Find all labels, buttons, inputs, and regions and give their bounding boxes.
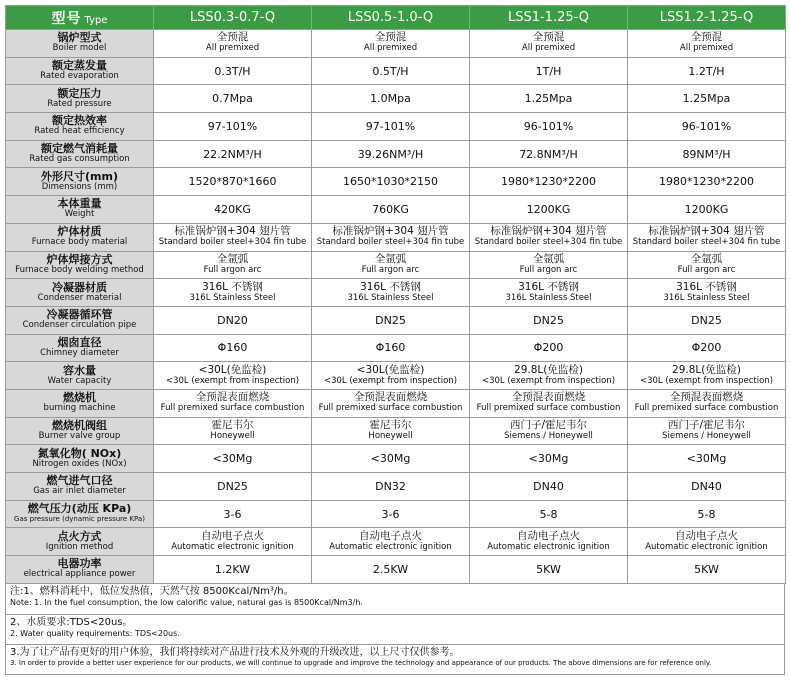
value-cell: [470, 223, 628, 251]
row-label-zh: 冷凝器循环管: [46, 308, 113, 322]
value-primary: 3-6: [381, 507, 400, 521]
spec-row: [6, 30, 786, 58]
value-primary: 5-8: [697, 507, 716, 521]
row-label-en: Rated pressure: [47, 98, 112, 109]
value-secondary: Full argon arc: [361, 264, 420, 275]
row-label-cell: [6, 306, 154, 334]
value-cell: [312, 389, 470, 417]
row-label-cell: [6, 417, 154, 445]
value-primary: 1.2T/H: [688, 64, 725, 78]
value-cell: [628, 57, 786, 85]
value-primary: 全氩弧: [374, 252, 407, 265]
value-primary: 316L 不锈钢: [360, 280, 421, 293]
value-primary: 5-8: [539, 507, 558, 521]
note-1: [6, 584, 784, 614]
row-label-en: Furnace body material: [31, 237, 128, 248]
value-primary: Φ200: [691, 341, 722, 355]
value-cell: [154, 279, 312, 307]
spec-row: [6, 445, 786, 473]
value-cell: [470, 417, 628, 445]
value-primary: 全预混: [690, 31, 723, 44]
row-label-zh: 锅炉型式: [57, 31, 102, 45]
value-cell: [312, 30, 470, 58]
value-cell: [470, 113, 628, 141]
value-cell: [470, 334, 628, 362]
value-secondary: Siemens / Honeywell: [662, 430, 751, 441]
row-label-en: Weight: [64, 209, 95, 220]
value-cell: [312, 223, 470, 251]
row-label-cell: [6, 334, 154, 362]
value-primary: <30L(免监检): [198, 363, 267, 376]
spec-row: [6, 334, 786, 362]
row-label-zh: 炉体焊接方式: [46, 252, 113, 266]
value-primary: 96-101%: [523, 119, 574, 133]
value-cell: [312, 196, 470, 224]
value-primary: 标准锅炉钢+304 翅片管: [648, 225, 765, 238]
value-primary: 316L 不锈钢: [676, 280, 737, 293]
type-header-cell: [6, 6, 154, 30]
value-secondary: Full argon arc: [519, 264, 578, 275]
value-secondary: Honeywell: [368, 430, 413, 441]
spec-row: [6, 223, 786, 251]
row-label-cell: [6, 168, 154, 196]
value-primary: 霍尼韦尔: [369, 418, 412, 431]
value-primary: 自动电子点火: [359, 529, 422, 542]
row-label-en: Burner valve group: [38, 430, 121, 441]
value-primary: 全预混: [374, 31, 407, 44]
value-cell: [312, 362, 470, 390]
value-secondary: <30L (exempt from inspection): [165, 375, 300, 386]
value-cell: [470, 168, 628, 196]
value-primary: 全氩弧: [690, 252, 723, 265]
value-secondary: 316L Stainless Steel: [189, 292, 276, 303]
model-header: LSS1.2-1.25-Q: [628, 6, 786, 30]
row-label-cell: [6, 30, 154, 58]
note-2: [6, 614, 784, 644]
value-secondary: Automatic electronic ignition: [645, 541, 768, 552]
spec-row: [6, 85, 786, 113]
value-cell: [154, 306, 312, 334]
value-cell: [628, 445, 786, 473]
value-cell: [154, 389, 312, 417]
row-label-cell: [6, 389, 154, 417]
value-secondary: Standard boiler steel+304 fin tube: [158, 237, 307, 248]
value-cell: [628, 556, 786, 584]
value-primary: DN32: [375, 479, 406, 493]
value-primary: 1980*1230*2200: [659, 175, 754, 189]
value-primary: 全预混表面燃烧: [669, 391, 744, 404]
row-label-en: Chimney diameter: [40, 347, 119, 358]
row-label-zh: 燃气进气口径: [46, 474, 113, 488]
value-cell: [154, 556, 312, 584]
note-zh: 注:1、燃料消耗中，低位发热值，天然气按 8500Kcal/Nm³/h。: [10, 585, 294, 597]
value-primary: 1200KG: [526, 202, 571, 216]
value-cell: [154, 223, 312, 251]
value-primary: 29.8L(免监检): [672, 363, 741, 376]
value-cell: [154, 168, 312, 196]
spec-row: [6, 306, 786, 334]
value-primary: 5KW: [694, 562, 719, 576]
value-cell: [154, 85, 312, 113]
spec-row: [6, 113, 786, 141]
value-primary: 1.25Mpa: [524, 92, 573, 106]
value-secondary: <30L (exempt from inspection): [323, 375, 458, 386]
value-primary: 5KW: [536, 562, 561, 576]
value-cell: [470, 473, 628, 501]
value-cell: [312, 113, 470, 141]
value-primary: DN20: [217, 313, 248, 327]
value-secondary: <30L (exempt from inspection): [639, 375, 774, 386]
value-cell: [312, 445, 470, 473]
value-primary: DN25: [533, 313, 564, 327]
value-primary: 96-101%: [681, 119, 732, 133]
value-secondary: Honeywell: [210, 430, 255, 441]
value-cell: [470, 528, 628, 556]
value-cell: [470, 279, 628, 307]
value-cell: [154, 500, 312, 528]
value-cell: [628, 389, 786, 417]
value-cell: [312, 251, 470, 279]
value-primary: 316L 不锈钢: [518, 280, 579, 293]
spec-body: [6, 30, 786, 584]
value-primary: 全预混: [216, 31, 249, 44]
value-primary: 1.2KW: [214, 562, 251, 576]
value-cell: [628, 362, 786, 390]
spec-row: [6, 500, 786, 528]
model-header: LSS1-1.25-Q: [470, 6, 628, 30]
value-secondary: <30L (exempt from inspection): [481, 375, 616, 386]
value-primary: <30L(免监检): [356, 363, 425, 376]
value-cell: [470, 306, 628, 334]
spec-row: [6, 417, 786, 445]
value-cell: [628, 85, 786, 113]
row-label-cell: [6, 528, 154, 556]
value-cell: [154, 30, 312, 58]
value-cell: [154, 334, 312, 362]
value-primary: 316L 不锈钢: [202, 280, 263, 293]
value-cell: [312, 500, 470, 528]
value-primary: Φ160: [375, 341, 406, 355]
value-secondary: 316L Stainless Steel: [505, 292, 592, 303]
row-label-en: burning machine: [43, 403, 116, 414]
value-cell: [628, 251, 786, 279]
value-cell: [470, 556, 628, 584]
value-primary: 1T/H: [535, 64, 562, 78]
value-cell: [312, 140, 470, 168]
value-primary: 97-101%: [207, 119, 258, 133]
value-primary: 全预混表面燃烧: [353, 391, 428, 404]
value-cell: [470, 30, 628, 58]
value-cell: [154, 113, 312, 141]
row-label-cell: [6, 140, 154, 168]
value-primary: 全预混表面燃烧: [511, 391, 586, 404]
value-primary: 1200KG: [684, 202, 729, 216]
row-label-zh: 外形尺寸(mm): [41, 169, 118, 183]
value-cell: [312, 306, 470, 334]
row-label-zh: 炉体材质: [57, 225, 102, 239]
value-cell: [470, 500, 628, 528]
value-primary: 自动电子点火: [675, 529, 738, 542]
value-primary: 全预混: [532, 31, 565, 44]
value-secondary: Siemens / Honeywell: [504, 430, 593, 441]
value-secondary: Full premixed surface combustion: [160, 403, 305, 414]
spec-row: [6, 57, 786, 85]
value-primary: 3-6: [223, 507, 242, 521]
value-cell: [312, 417, 470, 445]
value-primary: DN40: [691, 479, 722, 493]
value-cell: [312, 334, 470, 362]
value-primary: 标准锅炉钢+304 翅片管: [332, 225, 449, 238]
row-label-en: Water capacity: [47, 375, 112, 386]
row-label-en: Condenser material: [37, 292, 122, 303]
row-label-en: Gas pressure (dynamic pressure KPa): [14, 515, 145, 524]
value-cell: [312, 279, 470, 307]
row-label-cell: [6, 57, 154, 85]
value-cell: [312, 473, 470, 501]
model-header: LSS0.3-0.7-Q: [154, 6, 312, 30]
notes-section: [5, 584, 785, 675]
value-cell: [628, 30, 786, 58]
model-header: LSS0.5-1.0-Q: [312, 6, 470, 30]
header-row: [6, 6, 786, 30]
value-cell: [470, 251, 628, 279]
row-label-zh: 额定热效率: [52, 114, 107, 128]
value-primary: DN25: [217, 479, 248, 493]
value-cell: [628, 140, 786, 168]
spec-row: [6, 528, 786, 556]
value-cell: [154, 196, 312, 224]
row-label-zh: 燃烧机阀组: [52, 418, 107, 432]
value-secondary: Full premixed surface combustion: [318, 403, 463, 414]
value-secondary: Automatic electronic ignition: [487, 541, 610, 552]
value-secondary: Full argon arc: [677, 264, 736, 275]
spec-row: [6, 389, 786, 417]
spec-sheet: [5, 5, 785, 675]
row-label-cell: [6, 362, 154, 390]
row-label-cell: [6, 113, 154, 141]
value-primary: 0.7Mpa: [212, 92, 253, 106]
value-primary: 1.25Mpa: [682, 92, 731, 106]
value-cell: [154, 417, 312, 445]
value-secondary: Automatic electronic ignition: [329, 541, 452, 552]
value-cell: [628, 113, 786, 141]
value-secondary: All premixed: [205, 43, 260, 54]
value-cell: [628, 473, 786, 501]
value-cell: [628, 528, 786, 556]
row-label-zh: 容水量: [63, 363, 96, 377]
value-cell: [628, 500, 786, 528]
value-secondary: Full premixed surface combustion: [476, 403, 621, 414]
value-cell: [470, 389, 628, 417]
row-label-zh: 点火方式: [57, 529, 102, 543]
row-label-zh: 冷凝器材质: [52, 280, 107, 294]
row-label-en: Ignition method: [45, 541, 114, 552]
value-cell: [628, 306, 786, 334]
value-primary: 西门子/霍尼韦尔: [667, 418, 746, 431]
value-primary: 1520*870*1660: [188, 175, 277, 189]
value-secondary: All premixed: [679, 43, 734, 54]
value-primary: 全氩弧: [532, 252, 565, 265]
value-cell: [470, 140, 628, 168]
value-cell: [312, 528, 470, 556]
row-label-cell: [6, 279, 154, 307]
row-label-cell: [6, 85, 154, 113]
row-label-cell: [6, 473, 154, 501]
value-cell: [628, 334, 786, 362]
value-secondary: Standard boiler steel+304 fin tube: [632, 237, 781, 248]
spec-row: [6, 473, 786, 501]
row-label-zh: 额定蒸发量: [52, 59, 107, 73]
value-primary: 2.5KW: [372, 562, 409, 576]
value-primary: 760KG: [372, 202, 409, 216]
note-en: Note: 1. In the fuel consumption, the low calorific value, natural gas is 8500Kcal/Nm3/h.: [10, 597, 363, 607]
note-zh: 3.为了让产品有更好的用户体验，我们将持续对产品进行技术及外观的升级改进，以上尺寸仅供参考。: [10, 646, 460, 658]
row-label-en: electrical appliance power: [23, 569, 136, 580]
value-primary: Φ160: [217, 341, 248, 355]
value-cell: [628, 279, 786, 307]
type-header-zh: 型号: [51, 10, 82, 27]
value-cell: [312, 85, 470, 113]
value-cell: [470, 85, 628, 113]
row-label-cell: [6, 556, 154, 584]
value-cell: [628, 196, 786, 224]
value-secondary: 316L Stainless Steel: [663, 292, 750, 303]
value-cell: [312, 57, 470, 85]
value-cell: [470, 196, 628, 224]
value-cell: [154, 362, 312, 390]
row-label-en: Furnace body welding method: [15, 264, 144, 275]
value-cell: [312, 556, 470, 584]
value-primary: 1.0Mpa: [370, 92, 411, 106]
value-primary: 自动电子点火: [201, 529, 264, 542]
type-header-en: Type: [84, 14, 108, 26]
value-primary: 420KG: [214, 202, 251, 216]
value-cell: [154, 57, 312, 85]
spec-row: [6, 140, 786, 168]
row-label-zh: 燃烧机: [63, 391, 96, 405]
value-cell: [470, 57, 628, 85]
value-primary: <30Mg: [686, 452, 727, 466]
spec-row: [6, 362, 786, 390]
row-label-cell: [6, 223, 154, 251]
value-primary: <30Mg: [212, 452, 253, 466]
value-primary: 标准锅炉钢+304 翅片管: [174, 225, 291, 238]
value-primary: 29.8L(免监检): [514, 363, 583, 376]
value-primary: 西门子/霍尼韦尔: [509, 418, 588, 431]
row-label-en: Gas air inlet diameter: [33, 486, 126, 497]
value-cell: [628, 168, 786, 196]
value-cell: [628, 417, 786, 445]
row-label-en: Dimensions (mm): [41, 181, 118, 192]
value-cell: [154, 445, 312, 473]
value-cell: [154, 251, 312, 279]
value-cell: [628, 223, 786, 251]
value-primary: 标准锅炉钢+304 翅片管: [490, 225, 607, 238]
row-label-zh: 烟囱直径: [57, 335, 102, 349]
value-primary: DN40: [533, 479, 564, 493]
value-secondary: Full argon arc: [203, 264, 262, 275]
spec-row: [6, 279, 786, 307]
value-secondary: Automatic electronic ignition: [171, 541, 294, 552]
row-label-en: Nitrogen oxides (NOx): [32, 458, 127, 469]
value-secondary: Full premixed surface combustion: [634, 403, 779, 414]
value-secondary: Standard boiler steel+304 fin tube: [316, 237, 465, 248]
row-label-cell: [6, 500, 154, 528]
value-primary: 39.26NM³/H: [357, 147, 424, 161]
row-label-cell: [6, 251, 154, 279]
value-primary: 72.8NM³/H: [519, 147, 578, 161]
row-label-zh: 本体重量: [57, 197, 102, 211]
row-label-en: Condenser circulation pipe: [22, 320, 137, 331]
value-primary: 0.3T/H: [214, 64, 251, 78]
row-label-zh: 电器功率: [57, 557, 102, 571]
value-primary: Φ200: [533, 341, 564, 355]
value-cell: [154, 473, 312, 501]
note-3: [6, 644, 784, 674]
note-zh: 2、水质要求:TDS<20us。: [10, 616, 133, 628]
value-primary: 自动电子点火: [517, 529, 580, 542]
value-primary: 97-101%: [365, 119, 416, 133]
value-cell: [470, 445, 628, 473]
row-label-en: Rated gas consumption: [29, 154, 130, 165]
spec-row: [6, 556, 786, 584]
value-primary: <30Mg: [370, 452, 411, 466]
value-primary: DN25: [691, 313, 722, 327]
row-label-zh: 额定燃气消耗量: [41, 142, 118, 156]
value-primary: 1980*1230*2200: [501, 175, 596, 189]
row-label-en: Rated evaporation: [40, 71, 119, 82]
value-primary: 全氩弧: [216, 252, 249, 265]
value-cell: [154, 528, 312, 556]
spec-row: [6, 196, 786, 224]
row-label-en: Boiler model: [52, 43, 107, 54]
value-secondary: 316L Stainless Steel: [347, 292, 434, 303]
value-primary: 89NM³/H: [682, 147, 731, 161]
value-primary: <30Mg: [528, 452, 569, 466]
value-primary: 霍尼韦尔: [211, 418, 254, 431]
value-primary: 1650*1030*2150: [343, 175, 438, 189]
spec-row: [6, 168, 786, 196]
row-label-cell: [6, 445, 154, 473]
value-secondary: Standard boiler steel+304 fin tube: [474, 237, 623, 248]
note-en: 3. In order to provide a better user experience for our products, we will continue to upgrade and improve the technology and appearance of our products. The above dimensions are for reference only.: [10, 658, 712, 667]
value-cell: [470, 362, 628, 390]
value-cell: [154, 140, 312, 168]
value-primary: 全预混表面燃烧: [195, 391, 270, 404]
value-primary: DN25: [375, 313, 406, 327]
spec-table: [5, 5, 786, 584]
row-label-zh: 燃气压力(动压 KPa): [27, 502, 132, 516]
row-label-zh: 额定压力: [57, 86, 102, 100]
note-en: 2. Water quality requirements: TDS<20us.: [10, 628, 180, 638]
value-primary: 0.5T/H: [372, 64, 409, 78]
spec-row: [6, 251, 786, 279]
value-cell: [312, 168, 470, 196]
row-label-zh: 氮氧化物( NOx): [37, 446, 122, 460]
value-secondary: All premixed: [363, 43, 418, 54]
row-label-cell: [6, 196, 154, 224]
value-primary: 22.2NM³/H: [203, 147, 262, 161]
row-label-en: Rated heat efficiency: [34, 126, 125, 137]
value-secondary: All premixed: [521, 43, 576, 54]
